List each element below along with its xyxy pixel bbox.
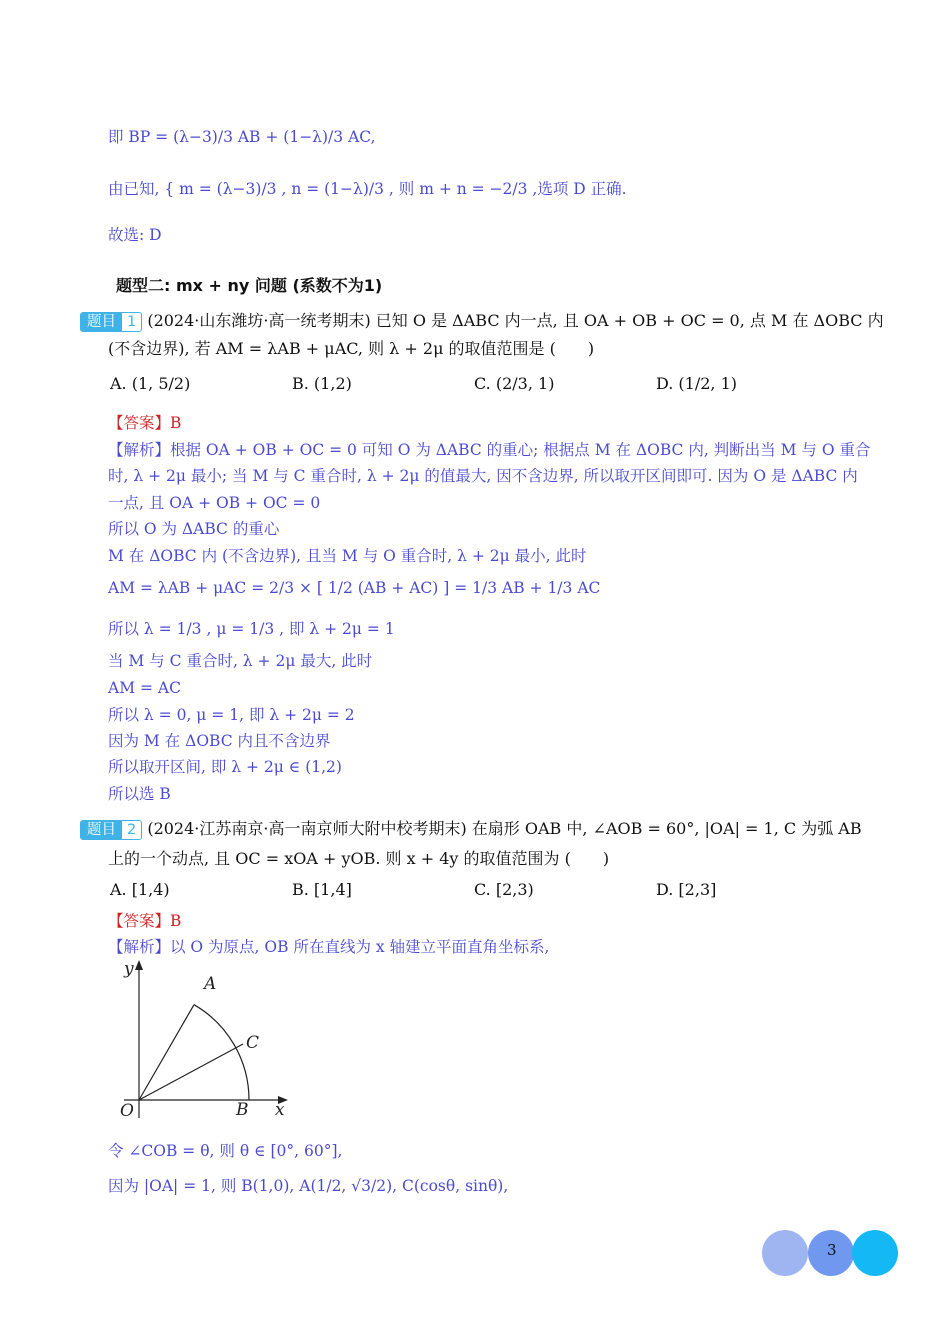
- label-y: y: [124, 959, 134, 979]
- q1-analysis-line-6: AM = λAB + μAC = 2/3 × [ 1/2 (AB + AC) ] = 1/3 AB + 1/3 AC: [108, 579, 601, 597]
- label-b: B: [236, 1100, 249, 1120]
- question-1-option-c: C. (2/3, 1): [474, 374, 555, 393]
- label-o: O: [120, 1101, 134, 1121]
- question-1-answer: 【答案】B: [108, 414, 182, 432]
- question-1-option-b: B. (1,2): [292, 374, 352, 393]
- question-1-option-d: D. (1/2, 1): [656, 374, 738, 393]
- q1-analysis-line-11: 因为 M 在 ΔOBC 内且不含边界: [108, 732, 331, 750]
- question-1-option-a: A. (1, 5/2): [110, 374, 191, 393]
- q2-analysis-line-2: 令 ∠COB = θ, 则 θ ∈ [0°, 60°],: [108, 1142, 343, 1160]
- question-tag-number: 2: [127, 821, 137, 838]
- page-number: 3: [827, 1241, 837, 1259]
- arc-ab: [194, 1005, 249, 1100]
- q1-analysis-line-7: 所以 λ = 1/3 , μ = 1/3 , 即 λ + 2μ = 1: [108, 620, 395, 638]
- q2-analysis-line-3: 因为 |OA| = 1, 则 B(1,0), A(1/2, √3/2), C(cosθ, sinθ),: [108, 1177, 509, 1195]
- label-a: A: [204, 974, 217, 994]
- label-c: C: [246, 1033, 260, 1053]
- question-2-option-b: B. [1,4]: [292, 880, 352, 899]
- question-2-option-d: D. [2,3]: [656, 880, 717, 899]
- sector-diagram: [110, 958, 300, 1123]
- question-1-tag: [80, 312, 142, 332]
- question-2-option-c: C. [2,3): [474, 880, 534, 899]
- question-1-line-2: (不含边界), 若 AM = λAB + μAC, 则 λ + 2μ 的取值范围是 ( ): [108, 339, 595, 358]
- question-2-line-2: 上的一个动点, 且 OC = xOA + yOB. 则 x + 4y 的取值范围为 ( ): [108, 849, 610, 868]
- question-2-answer: 【答案】B: [108, 912, 182, 930]
- q1-analysis-line-10: 所以 λ = 0, μ = 1, 即 λ + 2μ = 2: [108, 706, 355, 724]
- q1-analysis-line-4: 所以 O 为 ΔABC 的重心: [108, 520, 280, 538]
- q1-analysis-line-8: 当 M 与 C 重合时, λ + 2μ 最大, 此时: [108, 652, 373, 670]
- q1-analysis-line-5: M 在 ΔOBC 内 (不含边界), 且当 M 与 O 重合时, λ + 2μ 最小, 此时: [108, 547, 587, 565]
- question-1-line-1: [80, 310, 884, 332]
- question-2-tag: [80, 820, 142, 840]
- question-tag-label: 题目: [81, 821, 122, 839]
- y-axis-arrow-icon: [135, 960, 143, 970]
- question-2-option-a: A. [1,4): [110, 880, 170, 899]
- q1-analysis-line-13: 所以选 B: [108, 785, 171, 803]
- page-deco-circle-right: [852, 1230, 898, 1276]
- label-x: x: [275, 1100, 285, 1120]
- q1-analysis-line-1: 【解析】根据 OA + OB + OC = 0 可知 O 为 ΔABC 的重心; 根据点 M 在 ΔOBC 内, 判断出当 M 与 O 重合: [108, 441, 871, 459]
- solution-line-2: 由已知, { m = (λ−3)/3 , n = (1−λ)/3 , 则 m + n = −2/3 ,选项 D 正确.: [108, 180, 627, 198]
- question-2-line-1: [80, 818, 862, 840]
- q1-analysis-line-12: 所以取开区间, 即 λ + 2μ ∈ (1,2): [108, 758, 342, 776]
- question-1-text-1: (2024·山东潍坊·高一统考期末) 已知 O 是 ΔABC 内一点, 且 OA + OB + OC = 0, 点 M 在 ΔOBC 内: [147, 311, 884, 330]
- solution-line-1: 即 BP = (λ−3)/3 AB + (1−λ)/3 AC,: [108, 128, 376, 146]
- section-heading: 题型二: mx + ny 问题 (系数不为1): [116, 276, 383, 295]
- q1-analysis-line-3: 一点, 且 OA + OB + OC = 0: [108, 494, 321, 512]
- question-2-text-1: (2024·江苏南京·高一南京师大附中校考期末) 在扇形 OAB 中, ∠AOB = 60°, |OA| = 1, C 为弧 AB: [147, 819, 862, 838]
- solution-line-3: 故选: D: [108, 226, 162, 244]
- q1-analysis-line-9: AM = AC: [108, 679, 181, 697]
- q2-analysis-line-1: 【解析】以 O 为原点, OB 所在直线为 x 轴建立平面直角坐标系,: [108, 938, 550, 956]
- question-tag-label: 题目: [81, 313, 122, 331]
- q1-analysis-line-2: 时, λ + 2μ 最小; 当 M 与 C 重合时, λ + 2μ 的值最大, 因不含边界, 所以取开区间即可. 因为 O 是 ΔABC 内: [108, 467, 858, 485]
- page-deco-circle-left: [762, 1230, 808, 1276]
- question-tag-number: 1: [127, 313, 137, 330]
